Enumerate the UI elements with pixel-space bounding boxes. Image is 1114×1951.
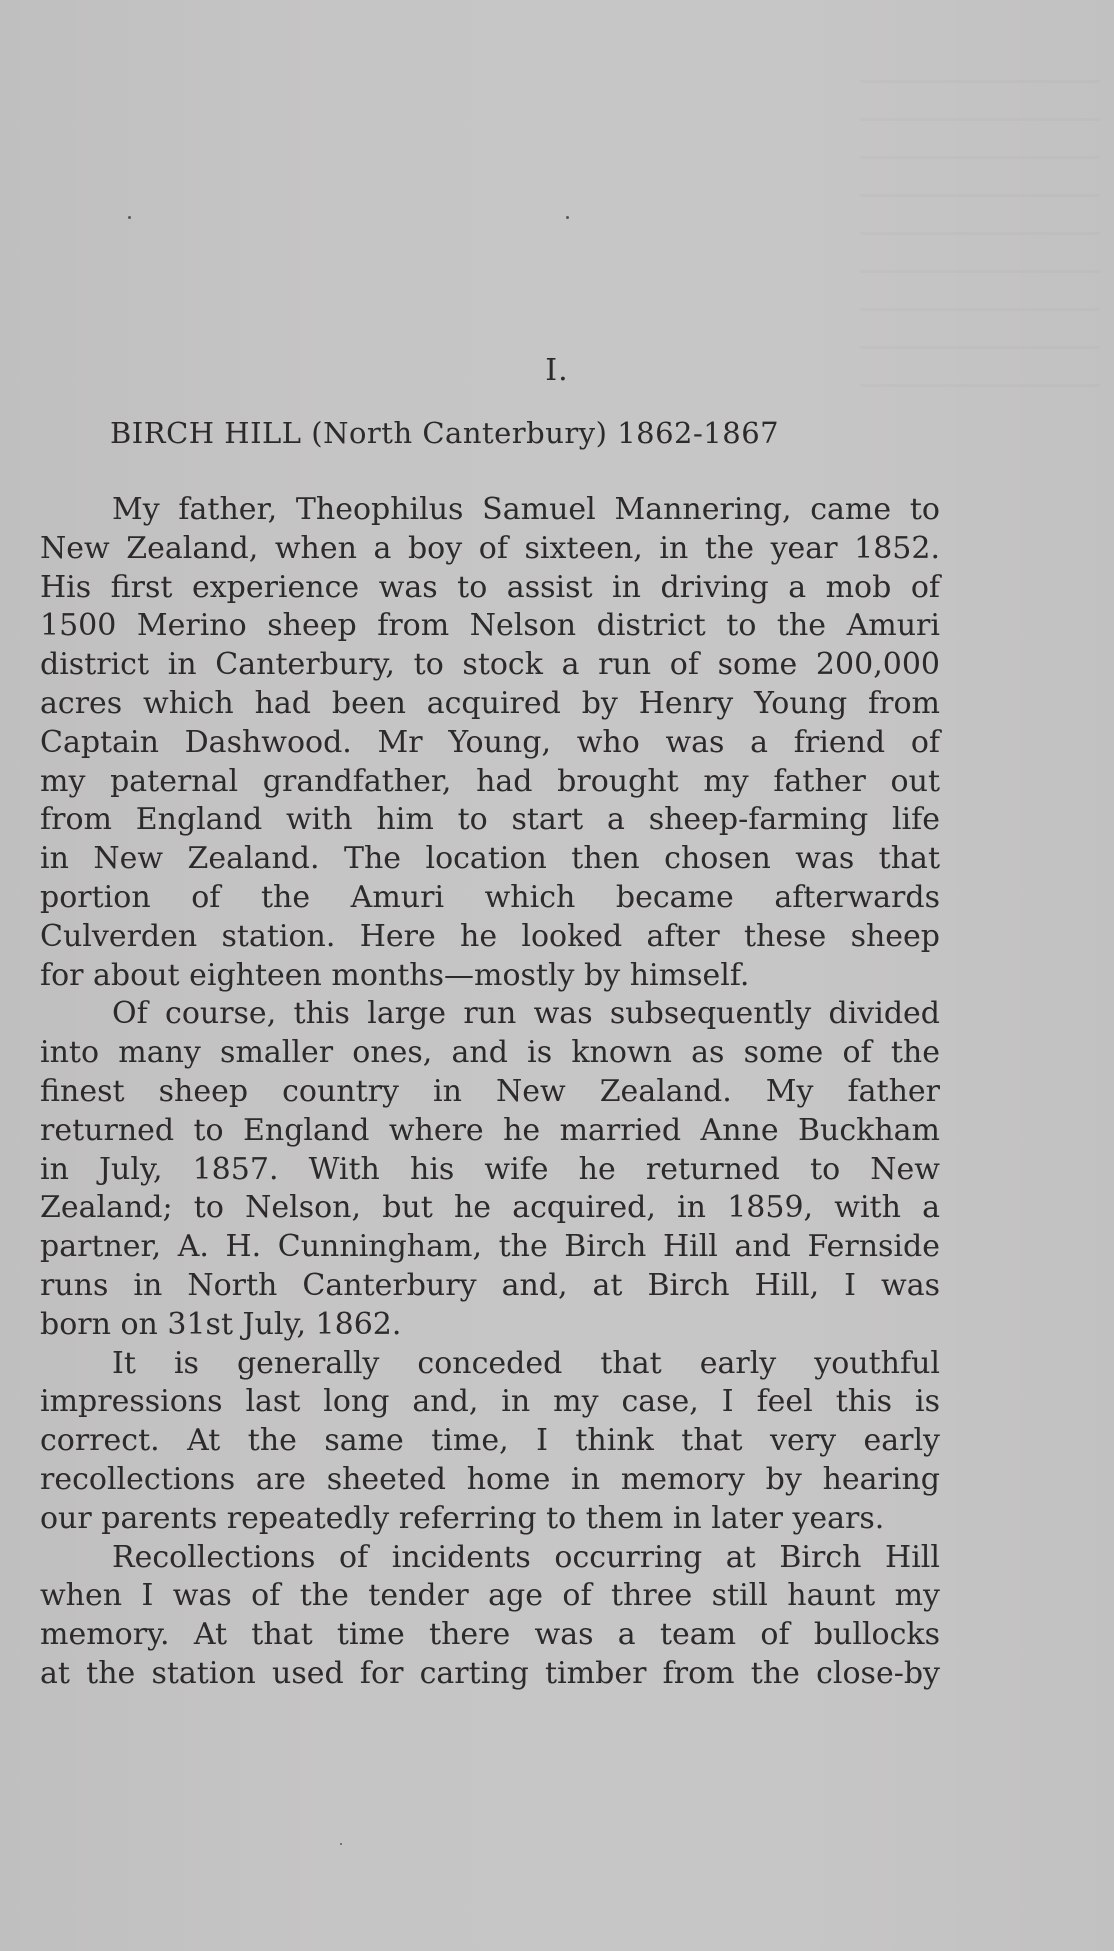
- text-line: 1500 Merino sheep from Nelson district to the Amuri: [40, 608, 940, 644]
- chapter-number: I.: [545, 353, 569, 388]
- text-line: finest sheep country in New Zealand. My father: [40, 1073, 940, 1109]
- text-line: in New Zealand. The location then chosen was that: [40, 841, 940, 877]
- text-line: Zealand; to Nelson, but he acquired, in 1859, with a: [40, 1190, 940, 1226]
- text-line: Captain Dashwood. Mr Young, who was a friend of: [40, 724, 940, 760]
- text-line: New Zealand, when a boy of sixteen, in the year 1852.: [40, 530, 940, 566]
- text-line: from England with him to start a sheep-farming life: [40, 802, 940, 838]
- text-line: partner, A. H. Cunningham, the Birch Hill and Fernside: [40, 1229, 940, 1265]
- paper-speck: [128, 216, 131, 219]
- text-line: when I was of the tender age of three still haunt my: [40, 1578, 940, 1614]
- text-line: Of course, this large run was subsequently divided: [112, 996, 940, 1032]
- text-line: runs in North Canterbury and, at Birch Hill, I was: [40, 1267, 940, 1303]
- text-line: My father, Theophilus Samuel Mannering, came to: [112, 492, 940, 527]
- text-line: returned to England where he married Anne Buckham: [40, 1112, 940, 1148]
- text-line: district in Canterbury, to stock a run of some 200,000: [40, 647, 940, 683]
- text-line: recollections are sheeted home in memory by hearing: [40, 1461, 940, 1497]
- text-line: into many smaller ones, and is known as some of the: [40, 1035, 940, 1071]
- text-line: His first experience was to assist in driving a mob of: [40, 569, 940, 605]
- text-line: in July, 1857. With his wife he returned to New: [40, 1151, 940, 1187]
- text-line: portion of the Amuri which became afterwards: [40, 879, 940, 915]
- text-line: Culverden station. Here he looked after these sheep: [40, 918, 940, 954]
- text-line: memory. At that time there was a team of bullocks: [40, 1617, 940, 1653]
- text-line: for about eighteen months—mostly by himself.: [40, 957, 750, 993]
- text-line: impressions last long and, in my case, I feel this is: [40, 1384, 940, 1420]
- body-text: [40, 491, 940, 1694]
- text-line: at the station used for carting timber from the close-by: [40, 1655, 940, 1691]
- text-line: correct. At the same time, I think that very early: [40, 1423, 940, 1459]
- chapter-title: BIRCH HILL (North Canterbury) 1862-1867: [110, 416, 780, 450]
- paper-speck: [566, 216, 569, 219]
- text-line: born on 31st July, 1862.: [40, 1306, 402, 1342]
- text-line: my paternal grandfather, had brought my father out: [40, 763, 940, 799]
- paper-speck: [340, 1843, 342, 1845]
- text-line: acres which had been acquired by Henry Young from: [40, 685, 940, 721]
- text-line: It is generally conceded that early youthful: [112, 1345, 940, 1381]
- bleed-through-shadow: [860, 80, 1100, 400]
- text-line: Recollections of incidents occurring at Birch Hill: [112, 1539, 940, 1575]
- text-line: our parents repeatedly referring to them in later years.: [40, 1500, 885, 1536]
